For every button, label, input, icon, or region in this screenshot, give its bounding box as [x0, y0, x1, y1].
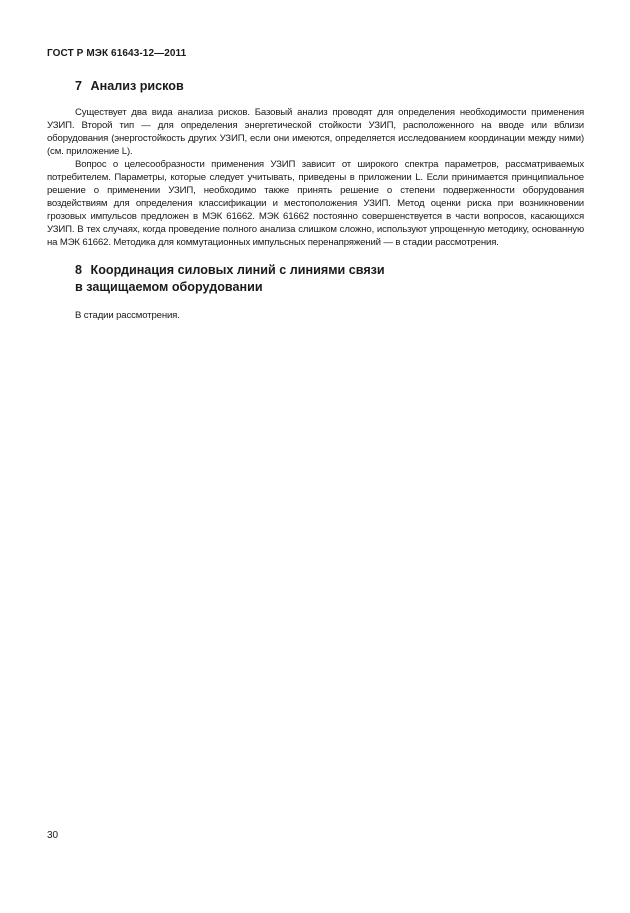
- page-number: 30: [47, 830, 59, 841]
- document-header: ГОСТ Р МЭК 61643-12—2011: [47, 48, 187, 59]
- section-8-paragraph-1: В стадии рассмотрения.: [75, 310, 180, 321]
- section-7-title: Анализ рисков: [90, 79, 184, 93]
- section-7-heading: [75, 78, 584, 94]
- section-8-heading: [75, 262, 584, 296]
- section-7-number: 7: [75, 79, 83, 93]
- page-content: [47, 78, 584, 322]
- section-8-number: 8: [75, 263, 83, 277]
- section-8-title-line-2: в защищаемом оборудовании: [75, 280, 263, 294]
- section-8-heading-line-1: [75, 262, 584, 279]
- section-8-title-line-1: Координация силовых линий с линиями связи: [90, 263, 385, 277]
- section-7-paragraph-2: Вопрос о целесообразности применения УЗИП зависит от широкого спектра параметров, рассматриваемых потребителем. Параметры, которые следует учитывать, приведены в приложении L. Если принимается принципиальное решение о применении УЗИП, необходимо также принять решение о степени подверженности оборудования воздействиям для определения классификации и местоположения УЗИП. Метод оценки риска при возникновении грозовых импульсов предложен в МЭК 61662. МЭК 61662 постоянно совершенствуется в части вопросов, касающихся УЗИП. В тех случаях, когда проведение полного анализа слишком сложно, используют упрощенную методику, основанную на МЭК 61662. Методика для коммутационных импульсных перенапряжений — в стадии рассмотрения.: [47, 159, 584, 248]
- section-7-paragraph-1: Существует два вида анализа рисков. Базовый анализ проводят для определения необходимости применения УЗИП. Второй тип — для определения энергетической стойкости УЗИП, расположенного на вводе или вблизи оборудования (энергостойкость других УЗИП, если они имеются, определяется исследованием координации между ними) (см. приложение L).: [47, 107, 584, 157]
